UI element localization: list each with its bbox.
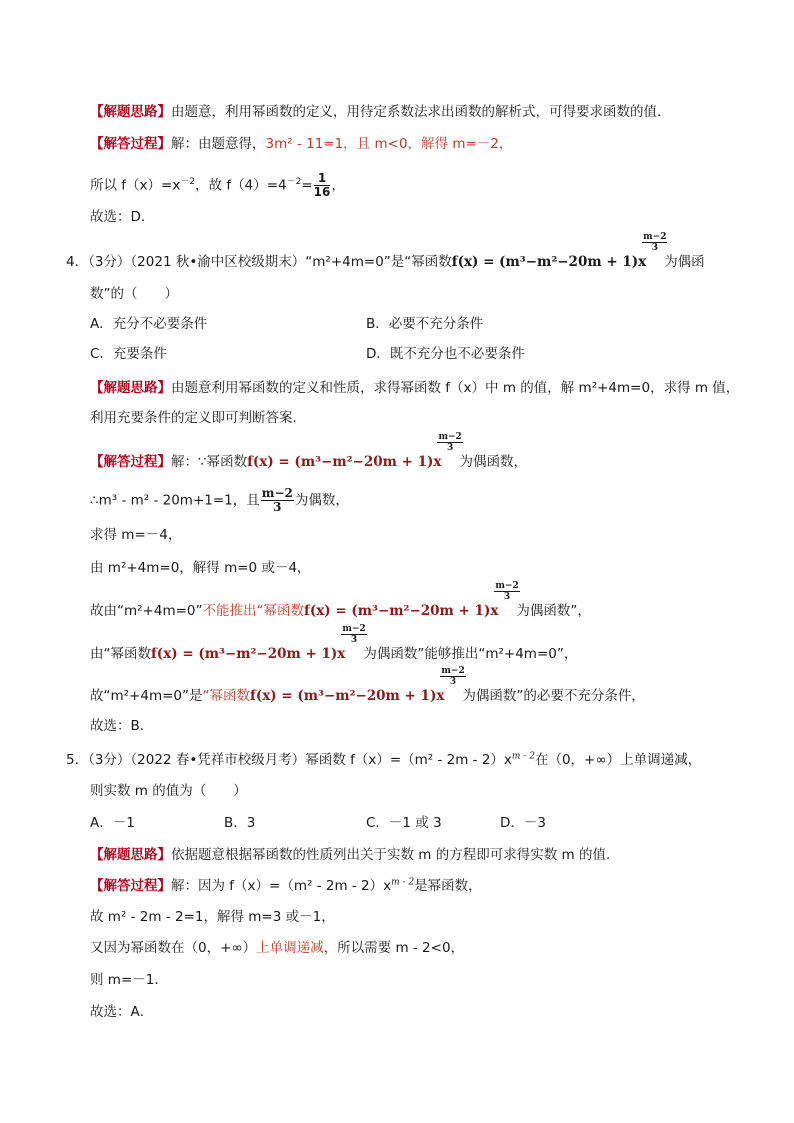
q4-fx-expr: f(x) = (m³−m²−20m + 1)x bbox=[451, 254, 647, 270]
q5-stem-c: 则实数 m 的值为（ ） bbox=[90, 783, 247, 799]
q4-p7-exponent bbox=[441, 666, 465, 706]
q5-process-line1 bbox=[90, 876, 482, 896]
q3-result-line bbox=[90, 172, 345, 199]
q3-process-prefix: 解：由题意得， bbox=[171, 136, 266, 152]
q4-idea-b: 利用充要条件的定义即可判断答案． bbox=[90, 410, 306, 426]
q4-p1-a: 解：∵幂函数 bbox=[171, 454, 248, 470]
q5-p3-b: ，所以需要 m - 2<0， bbox=[323, 940, 465, 956]
q4-p1-exponent bbox=[438, 432, 462, 472]
idea-tag: 【解题思路】 bbox=[90, 380, 171, 396]
q5-p1-a: 解：因为 f（x）=（m² - 2m - 2）x bbox=[171, 878, 392, 894]
exp-num: m−2 bbox=[342, 624, 366, 634]
exp-den: 3 bbox=[651, 243, 658, 253]
q4-option-a: A．充分不必要条件 bbox=[90, 316, 208, 332]
q4-process-line2 bbox=[90, 487, 349, 514]
q4-option-b: B．必要不充分条件 bbox=[366, 316, 484, 332]
q4-option-c: C．充要条件 bbox=[90, 346, 167, 362]
exp-den: 3 bbox=[449, 677, 457, 687]
exp-den: 3 bbox=[350, 635, 358, 645]
q4-p2-fraction bbox=[261, 487, 294, 514]
q5-p3-red: 上单调递减 bbox=[256, 940, 324, 956]
q4-p7-b: 为偶函数”的必要不充分条件， bbox=[462, 688, 645, 704]
q3-process-line bbox=[90, 134, 512, 154]
process-tag: 【解答过程】 bbox=[90, 454, 171, 470]
q4-p5-red: 不能推出“幂函数 bbox=[202, 603, 305, 619]
q4-idea-line1 bbox=[90, 378, 739, 398]
q3-answer: 故选：D． bbox=[90, 209, 155, 225]
q4-process-line5 bbox=[90, 581, 591, 621]
q5-stem-a: 5．（3分）（2022 春•凭祥市校级月考）幂函数 f（x）=（m² - 2m - 2）x bbox=[66, 752, 512, 768]
q5-p4: 则 m=－1． bbox=[90, 972, 168, 988]
q3-exp-2: －2 bbox=[286, 177, 302, 187]
q4-p5-exponent bbox=[495, 581, 519, 621]
q5-option-c: C．－1 或 3 bbox=[366, 815, 442, 831]
q4-p4: 由 m²+4m=0，解得 m=0 或－4， bbox=[90, 560, 311, 576]
exp-den: 3 bbox=[446, 443, 454, 453]
q5-p1-exp: m - 2 bbox=[391, 877, 415, 888]
q4-answer: 故选：B． bbox=[90, 718, 154, 734]
q5-options-row bbox=[90, 813, 570, 833]
q4-p6-exponent bbox=[342, 624, 366, 664]
q5-stem-b: 在（0，+∞）上单调递减， bbox=[534, 752, 702, 768]
q4-idea-a: 由题意利用幂函数的定义和性质，求得幂函数 f（x）中 m 的值，解 m²+4m=0，求得 m 值， bbox=[171, 380, 740, 396]
q3-line2-a: 所以 f（x）=x bbox=[90, 177, 181, 194]
q3-fraction bbox=[314, 172, 331, 199]
q3-line2-c: = bbox=[301, 177, 313, 194]
q3-exp-1: －2 bbox=[180, 177, 196, 187]
q4-process-line1 bbox=[90, 432, 527, 472]
q5-option-d: D．－3 bbox=[500, 815, 546, 831]
q4-p6-a: 由“幂函数 bbox=[90, 646, 151, 662]
q5-process-line3 bbox=[90, 938, 464, 958]
q5-stem-exp: m - 2 bbox=[511, 751, 535, 762]
q5-option-b: B．3 bbox=[224, 815, 256, 831]
process-tag: 【解答过程】 bbox=[90, 136, 171, 152]
q5-option-a: A．－1 bbox=[90, 815, 135, 831]
q4-option-d: D．既不充分也不必要条件 bbox=[366, 346, 525, 362]
q5-idea-line bbox=[90, 845, 619, 865]
q5-idea: 依据题意根据幂函数的性质列出关于实数 m 的方程即可求得实数 m 的值． bbox=[171, 847, 620, 863]
frac-num: m−2 bbox=[261, 486, 293, 500]
q4-p7-a: 故“m²+4m=0”是 bbox=[90, 688, 203, 704]
q5-p3-a: 又因为幂函数在（0，+∞） bbox=[90, 940, 257, 956]
q4-p3: 求得 m=－4， bbox=[90, 527, 182, 543]
q4-p5-a: 故由“m²+4m=0” bbox=[90, 603, 203, 619]
idea-tag: 【解题思路】 bbox=[90, 847, 171, 863]
q4-options-row2 bbox=[90, 344, 590, 364]
q5-answer: 故选：A． bbox=[90, 1004, 154, 1020]
q4-p1-b: 为偶函数， bbox=[459, 454, 527, 470]
q4-stem-b: 为偶函 bbox=[664, 254, 705, 270]
q4-fx-exponent bbox=[643, 232, 667, 272]
exp-den: 3 bbox=[503, 592, 511, 602]
exp-num: m−2 bbox=[495, 581, 519, 591]
q4-stem-line1 bbox=[66, 232, 705, 272]
frac-den: 3 bbox=[273, 500, 282, 514]
q3-line2-end: ， bbox=[331, 177, 345, 194]
q4-p2-a: ∴m³ - m² - 20m+1=1，且 bbox=[90, 492, 260, 509]
q3-idea-line bbox=[90, 102, 671, 122]
q4-p5-fx: f(x) = (m³−m²−20m + 1)x bbox=[304, 603, 499, 619]
q4-options-row1 bbox=[90, 314, 590, 334]
q4-stem-c: 数”的（ ） bbox=[90, 286, 178, 302]
exp-num: m−2 bbox=[643, 232, 667, 242]
exp-num: m−2 bbox=[441, 666, 465, 676]
q4-p6-fx: f(x) = (m³−m²−20m + 1)x bbox=[151, 646, 346, 662]
process-tag: 【解答过程】 bbox=[90, 878, 171, 894]
q3-process-expr: 3m² - 11=1，且 m<0，解得 m=－2， bbox=[265, 136, 513, 152]
q4-process-line7 bbox=[90, 666, 645, 706]
q3-line2-b: ，故 f（4）=4 bbox=[195, 177, 287, 194]
q4-p7-fx: f(x) = (m³−m²−20m + 1)x bbox=[250, 688, 445, 704]
q3-frac-den: 16 bbox=[313, 185, 331, 199]
q4-stem-a: 4．（3分）（2021 秋•渝中区校级期末）“m²+4m=0”是“幂函数 bbox=[66, 254, 452, 270]
q5-p1-b: 是幂函数， bbox=[414, 878, 482, 894]
q4-p7-red: “幂函数 bbox=[202, 688, 251, 704]
idea-tag: 【解题思路】 bbox=[90, 104, 171, 120]
q5-stem-line1 bbox=[66, 750, 701, 770]
q4-p6-b: 为偶函数”能够推出“m²+4m=0”， bbox=[363, 646, 578, 662]
q3-frac-num: 1 bbox=[314, 172, 331, 186]
q4-p5-b: 为偶函数”， bbox=[516, 603, 591, 619]
q4-p2-b: 为偶数， bbox=[294, 492, 349, 509]
q5-p2: 故 m² - 2m - 2=1，解得 m=3 或－1， bbox=[90, 909, 335, 925]
q4-p1-fx: f(x) = (m³−m²−20m + 1)x bbox=[247, 454, 442, 470]
exp-num: m−2 bbox=[438, 432, 462, 442]
q4-process-line6 bbox=[90, 624, 578, 664]
q3-idea-text: 由题意，利用幂函数的定义，用待定系数法求出函数的解析式，可得要求函数的值． bbox=[171, 104, 671, 120]
